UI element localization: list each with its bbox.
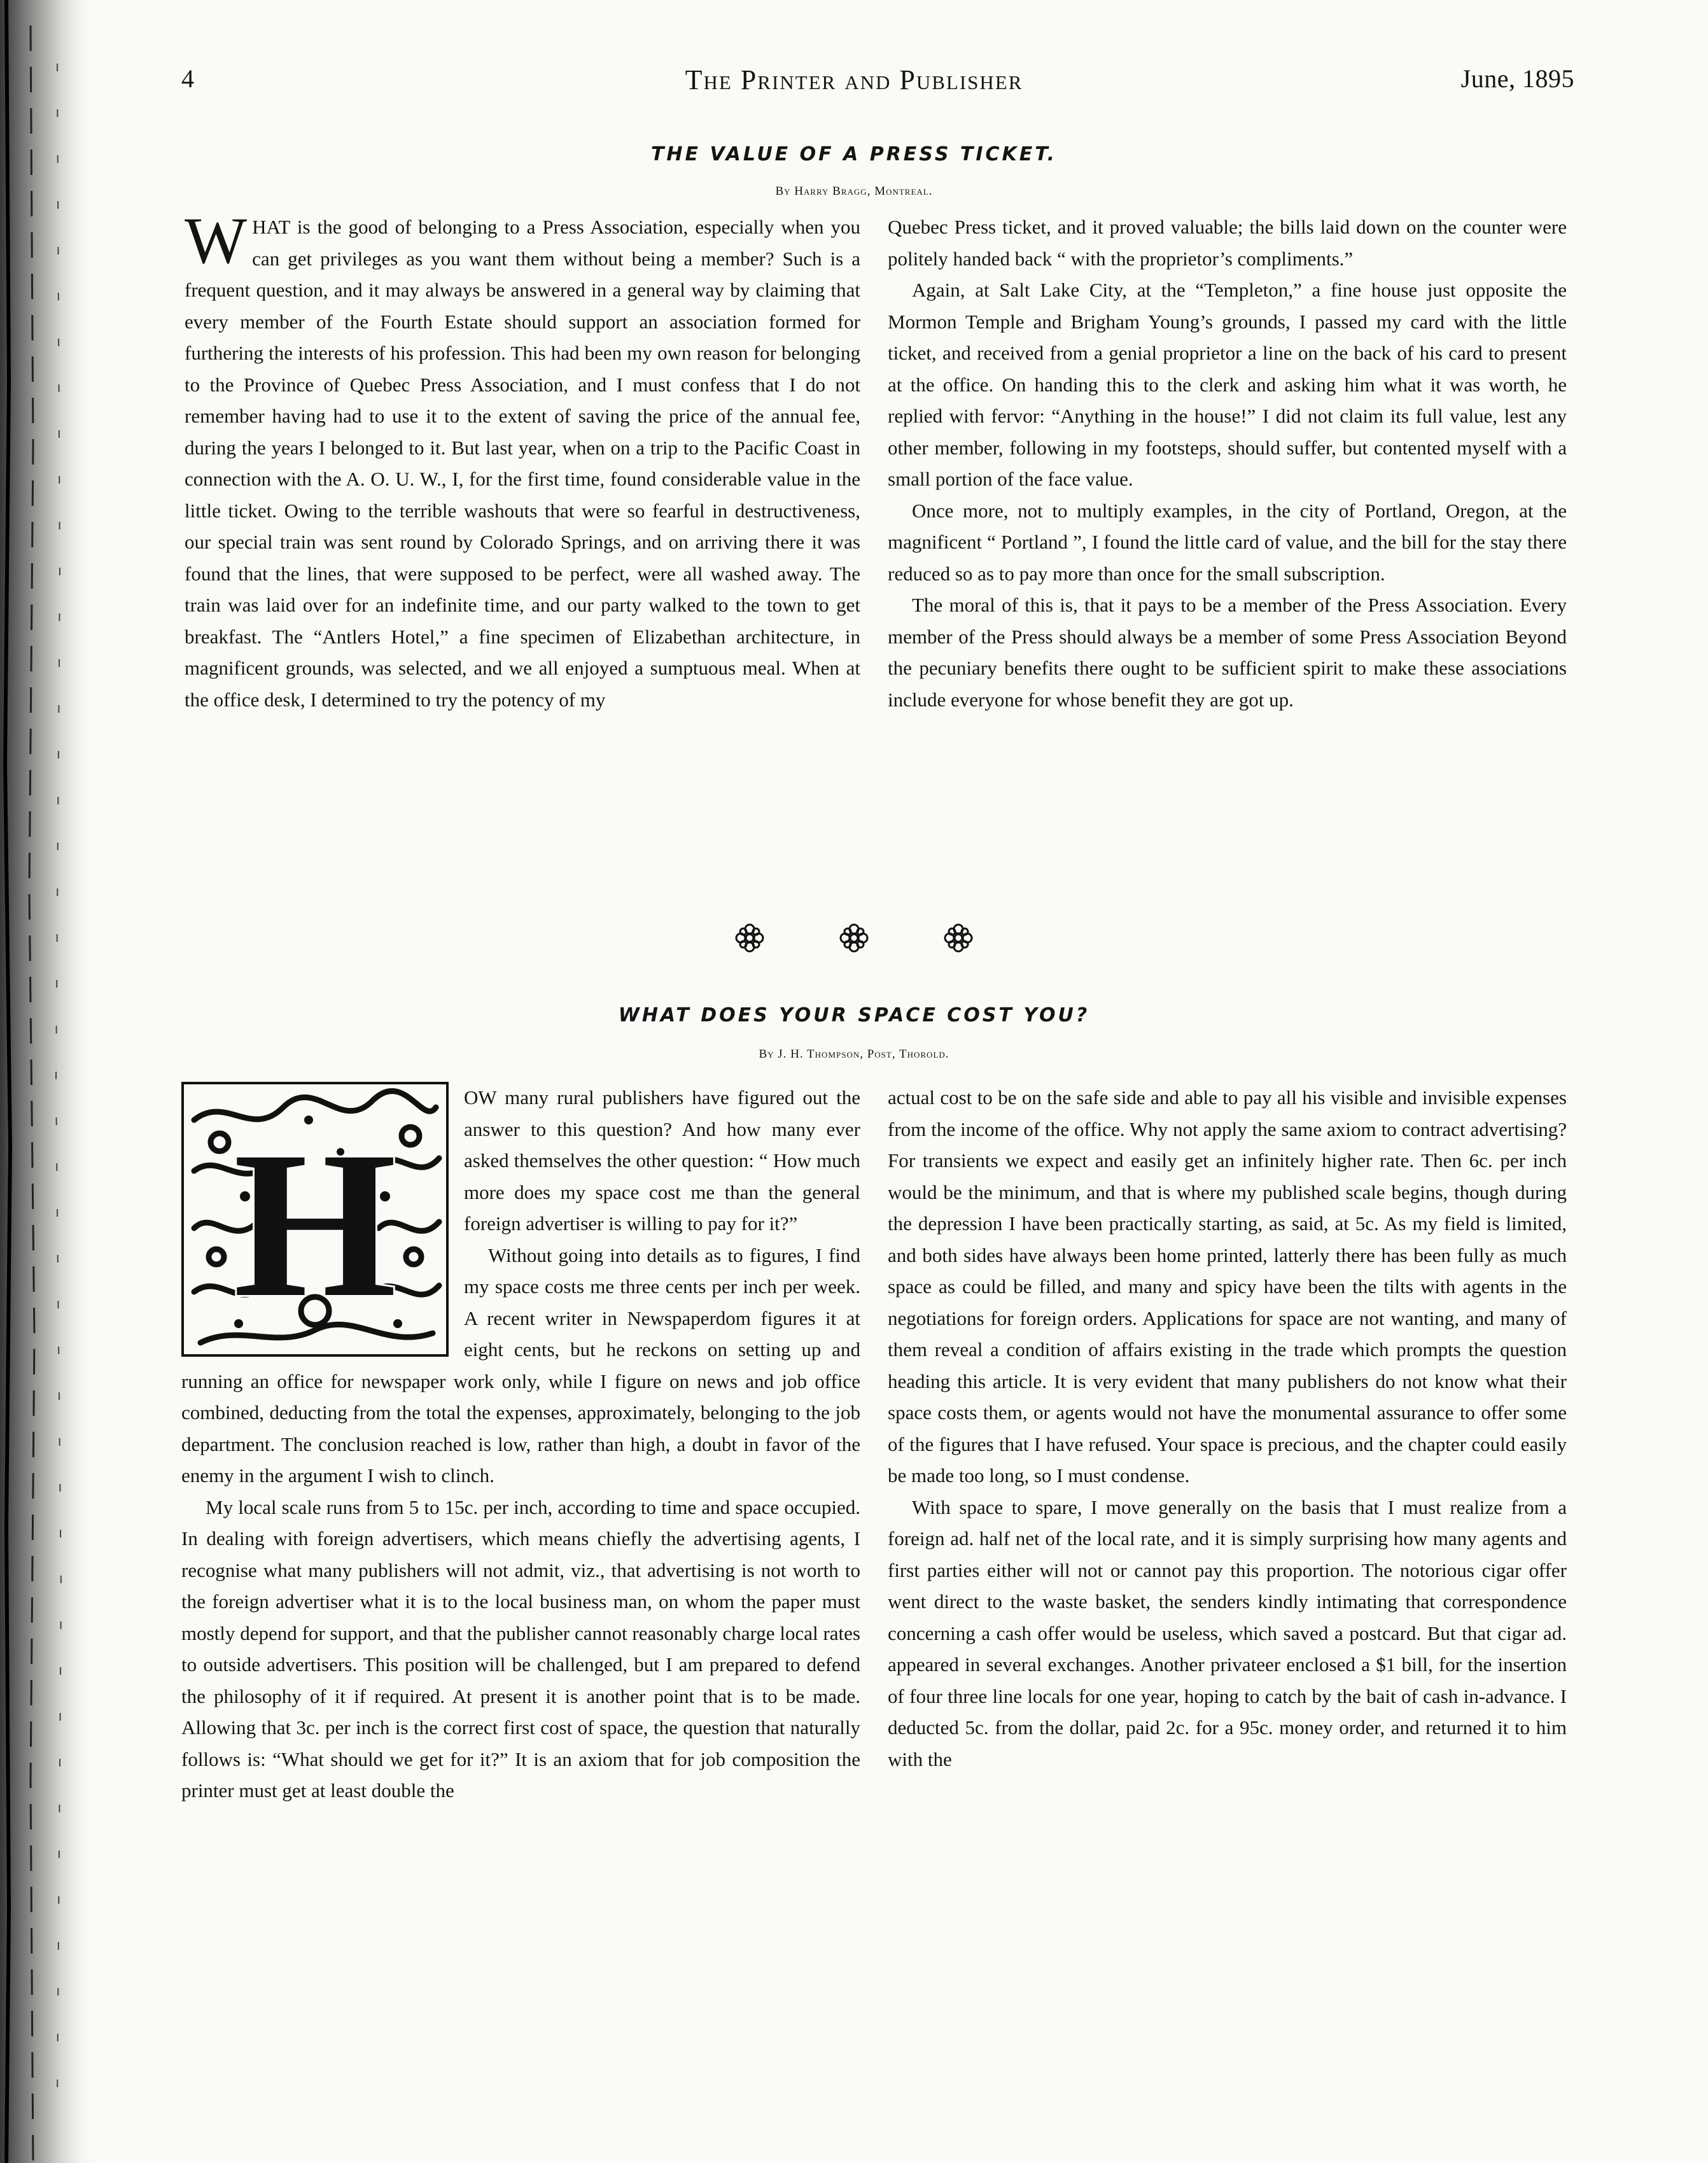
page-number: 4 (181, 64, 195, 93)
article-1-paragraph: WHAT is the good of belonging to a Press Association, especially when you can get privileges as you want them without being a member? Such is a frequent question, and it may always be answered in a general way by claiming that every member of the Fourth Estate should support an association formed for furthering the interests of his profession. This had been my own reason for belonging to the Province of Quebec Press Association, and I must confess that I do not remember having had to use it to the extent of saving the price of the annual fee, during the years I belonged to it. But last year, when on a trip to the Pacific Coast in connection with the A. O. U. W., I, for the first time, found considerable value in the little ticket. Owing to the terrible washouts that were so fearful in destructiveness, our special train was sent round by Colorado Springs, and on arriving there it was found that the lines, that were supposed to be perfect, were all washed away. The train was laid over for an indefinite time, and our party walked to the town to get breakfast. The “Antlers Hotel,” a fine specimen of Elizabethan architecture, in magnificent grounds, was selected, and we all enjoyed a sumptuous meal. When at the office desk, I determined to try the potency of my (185, 204, 860, 711)
article-1-right-column (888, 211, 1567, 715)
article-1-paragraph: The moral of this is, that it pays to be a member of the Press Association. Every member of the Press should always be a member of some Press Association Beyond the pecuniary benefits there ought to be sufficient spirit to make these associations include everyone for whose benefit they are got up. (888, 594, 1567, 711)
article-1-paragraph: Once more, not to multiply examples, in the city of Portland, Oregon, at the magnificent “ Portland ”, I found the little card of value, and the bill for the stay there reduced so as to pay more than once for the small subscription. (888, 499, 1567, 585)
article-2-byline: By J. H. Thompson, Post, Thorold. (759, 1047, 949, 1061)
article-2-paragraph: With space to spare, I move generally on the basis that I must realize from a foreign ad. half net of the local rate, and it is simply surprising how many agents and first parties either will not or cannot pay this proportion. The notorious cigar offer went direct to the waste basket, the senders kindly intimating that correspondence concerning a cash offer would be useless, which saved a postcard. But that cigar ad. appeared in several exchanges. Another privateer enclosed a $1 bill, for the insertion of four three line locals for one year, hoping to catch by the bait of cash in-advance. I deducted 5c. from the dollar, paid 2c. for a 95c. money order, and returned it to him with the (888, 1495, 1567, 1770)
ornament-divider (0, 923, 1708, 956)
article-1-paragraph: Again, at Salt Lake City, at the “Templeton,” a fine house just opposite the Mormon Temple and Brigham Young’s grounds, I passed my card with the little ticket, and received from a genial proprietor a line on the back of his card to present at the office. On handing this to the clerk and asking him what it was worth, he replied with fervor: “Anything in the house!” I did not claim its full value, lest any other member, following in my footsteps, should suffer, but contented myself with a small portion of the face value. (888, 279, 1567, 490)
decorated-initial-h (181, 1082, 449, 1357)
article-2-right-column (888, 1082, 1567, 1775)
article-2-paragraph: OW many rural publishers have figured out the answer to this question? And how many ever asked themselves the other question: “ How much more does my space cost me than the general foreign advertiser is willing to pay for it?” (464, 1086, 860, 1235)
article-2-title: WHAT DOES YOUR SPACE COST YOU? (618, 1004, 1090, 1026)
article-2-paragraph: Without going into details as to figures, I find my space costs me three cents per inch per week. A recent writer in Newspaperdom figures it at eight cents, but he reckons on setting up and running an office for newspaper work only, while I figure on news and job office combined, deducting from the total the expenses, approximately, belonging to the job department. The conclusion reached is low, rather than high, a doubt in favor of the enemy in the argument I wish to clinch. (181, 1243, 860, 1487)
article-2-paragraph: actual cost to be on the safe side and able to pay all his visible and invisible expenses from the income of the office. Why not apply the same axiom to contract advertising? For transients we expect and easily get an infinitely higher rate. Then 6c. per inch would be the minimum, and that is where my published scale begins, though during the depression I have been practically starting, as said, at 5c. As my field is limited, and both sides have always been home printed, latterly there has been fully as much space as could be filled, and many and spicy have been the tilts with agents in the negotiations for foreign orders. Applications for space are not wanting, and many of them reveal a condition of affairs existing in the trade which prompts the question heading this article. It is very evident that many publishers do not know what their space costs them, or agents would not have the monumental assurance to offer some of the figures that I have refused. Your space is precious, and the chapter could easily be made too long, so I must condense. (888, 1086, 1567, 1487)
flower-ornament-icon (839, 923, 869, 956)
article-1-byline: By Harry Bragg, Montreal. (775, 185, 933, 198)
article-2-left-column (181, 1082, 860, 1807)
article-1-left-column (185, 204, 860, 715)
flower-ornament-icon (734, 923, 765, 956)
article-1-paragraph: Quebec Press ticket, and it proved valuable; the bills laid down on the counter were politely handed back “ with the proprietor’s compliments.” (888, 216, 1567, 270)
flower-ornament-icon (943, 923, 974, 956)
article-1-title: THE VALUE OF A PRESS TICKET. (650, 143, 1058, 165)
binding-edge-shadow (0, 0, 95, 2163)
running-head: The Printer and Publisher (685, 64, 1023, 95)
initial-letter-h: H (233, 1109, 397, 1341)
drop-cap: W (185, 204, 248, 277)
woodcut-foliage-image (181, 1082, 449, 1357)
issue-date: June, 1895 (1460, 64, 1574, 93)
article-2-paragraph: My local scale runs from 5 to 15c. per inch, according to time and space occupied. In dealing with foreign advertisers, which means chiefly the advertising agents, I recognise what many publishers will not admit, viz., that advertising is not worth to the foreign advertiser what it is to the local business man, on whom the paper must mostly depend for support, and that the publisher cannot reasonably charge local rates to outside advertisers. This position will be challenged, but I am prepared to defend the philosophy of it if required. At present it is another point that is to be made. Allowing that 3c. per inch is the correct first cost of space, the question that naturally follows is: “What should we get for it?” It is an axiom that for job composition the printer must get at least double the (181, 1495, 860, 1802)
